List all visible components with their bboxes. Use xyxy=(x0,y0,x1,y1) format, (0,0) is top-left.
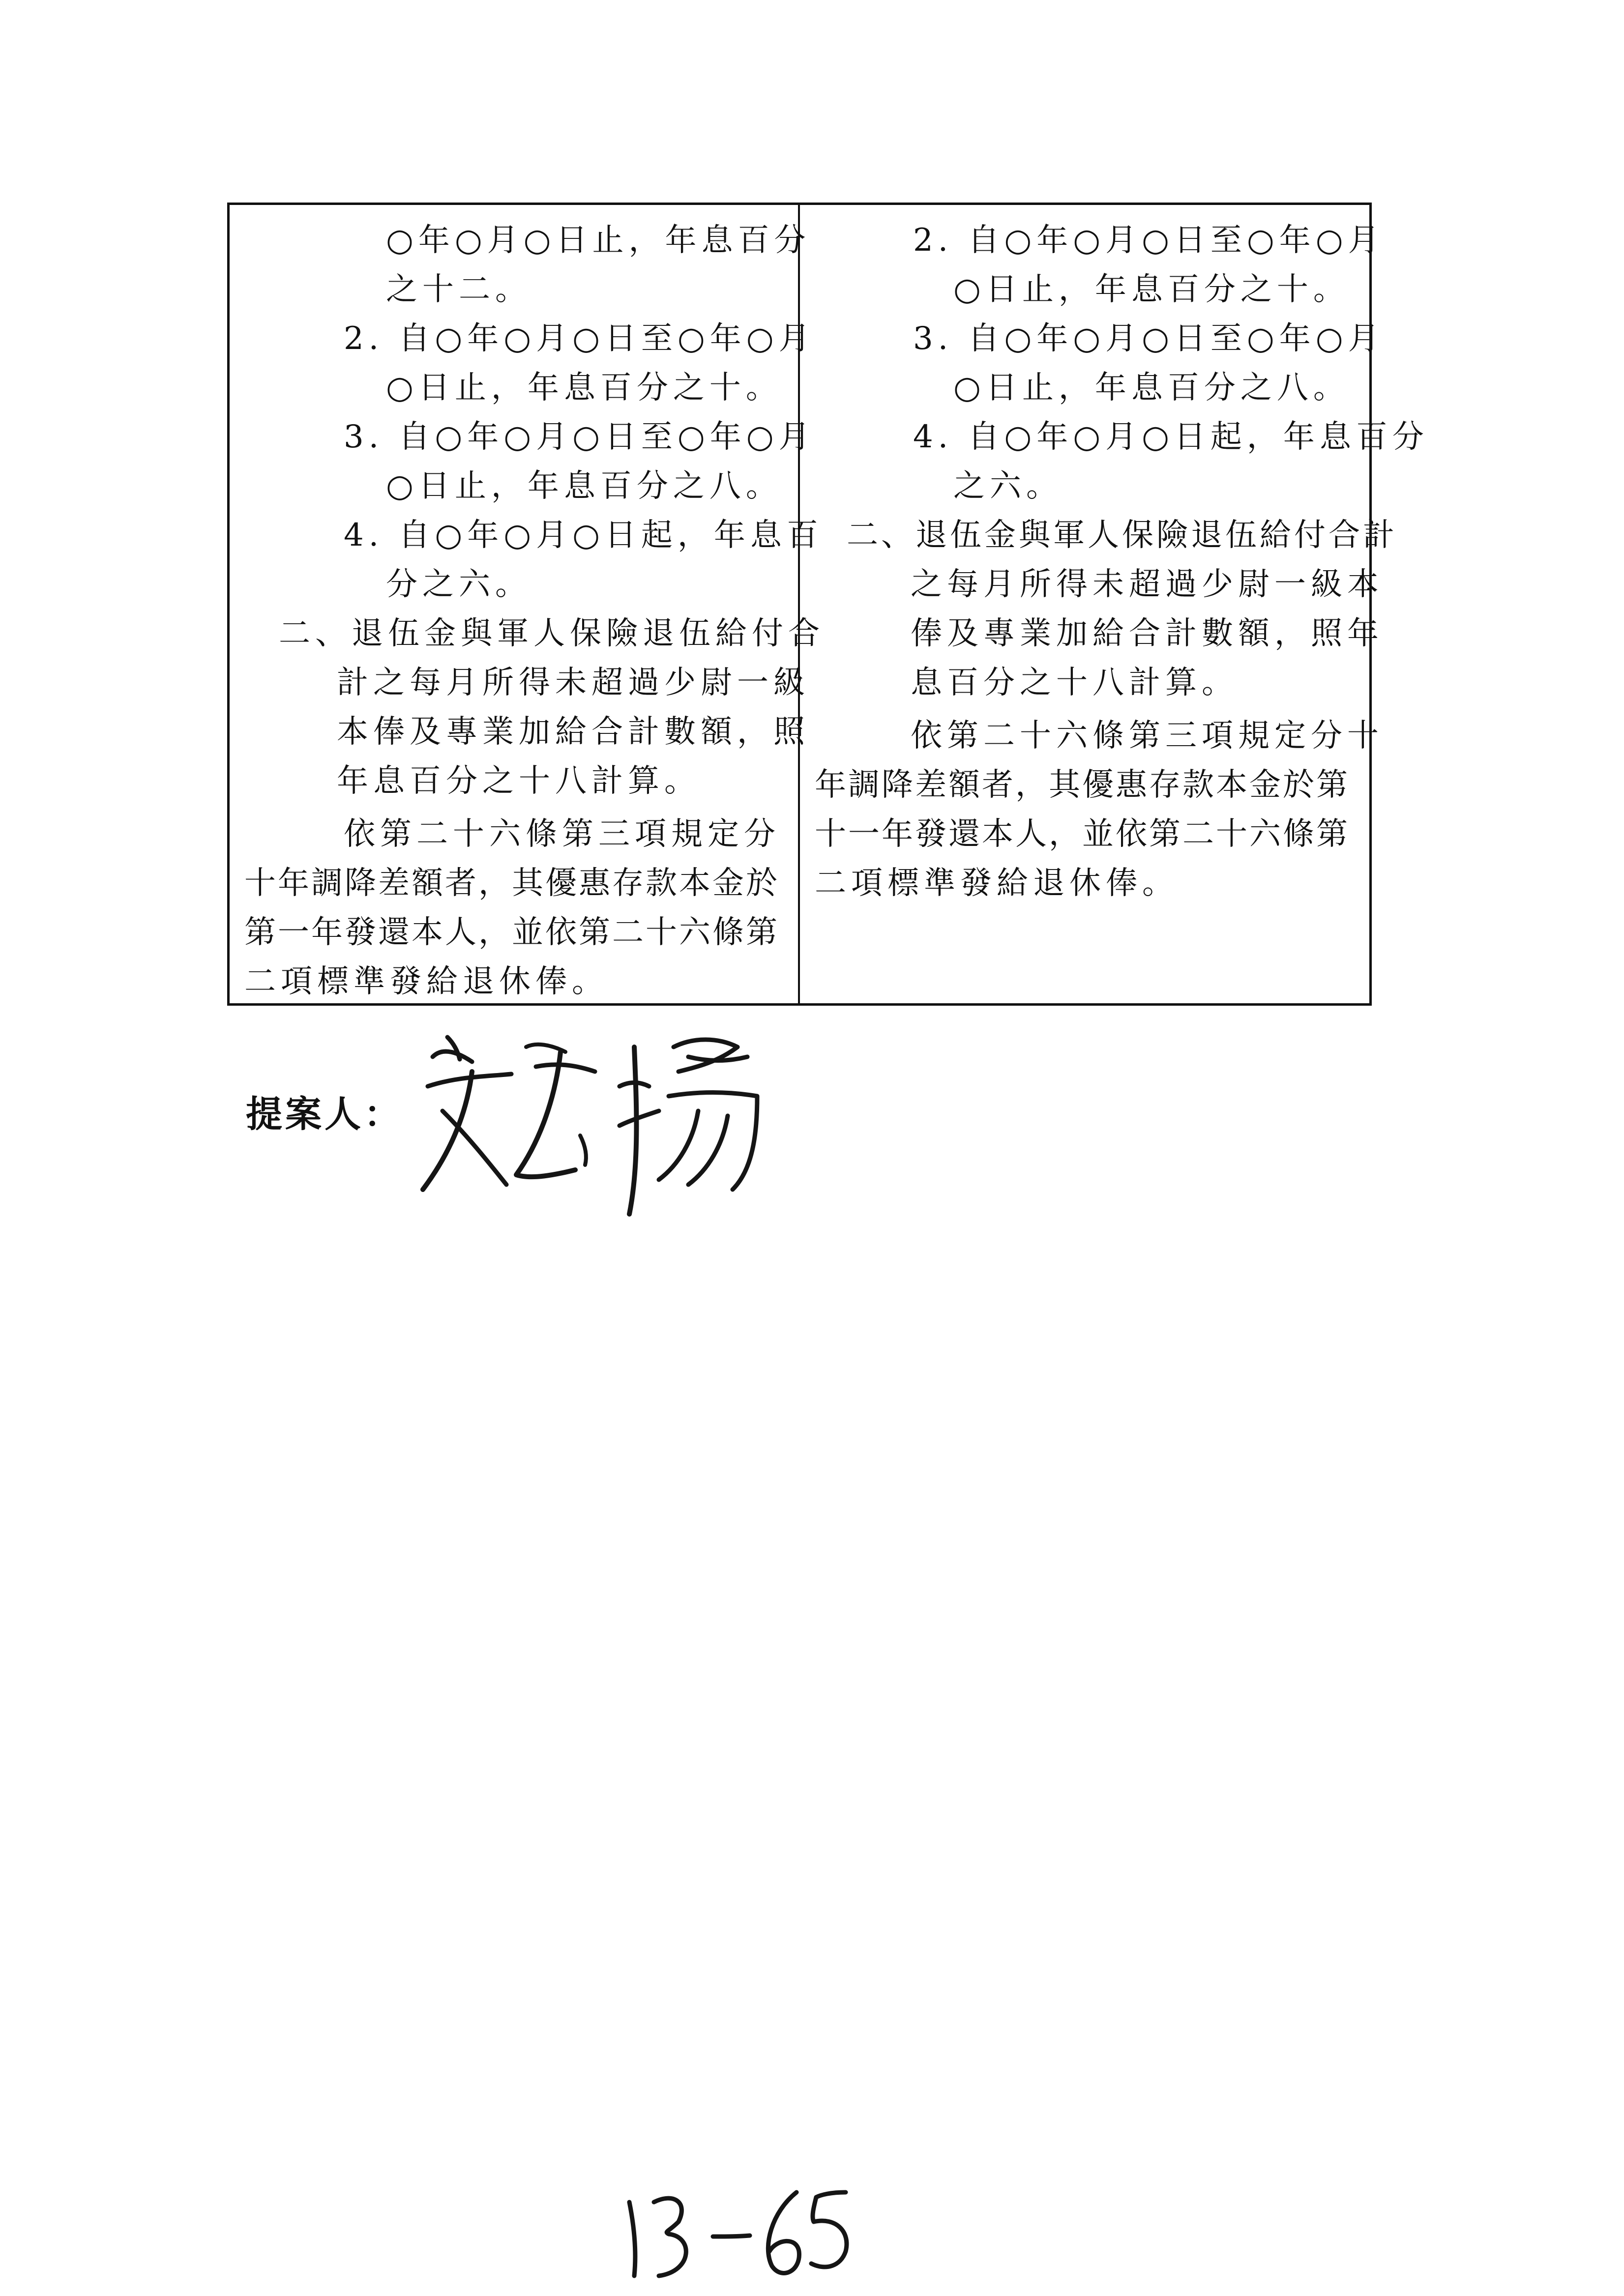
table-line: 息百分之十八計算。 xyxy=(911,665,1238,701)
table-line: 二項標準發給退休俸。 xyxy=(244,963,608,1000)
table-line: ○日止，年息百分之八。 xyxy=(386,468,782,504)
table-line: ○日止，年息百分之十。 xyxy=(953,271,1350,308)
table-line: ○日止，年息百分之八。 xyxy=(953,370,1350,406)
table-line: 3. 自○年○月○日至○年○月 xyxy=(913,320,1385,357)
table-line: 十年調降差額者，其優惠存款本金於 xyxy=(244,865,779,901)
table-line: 年調降差額者，其優惠存款本金於第 xyxy=(815,767,1350,803)
table-line: 4. 自○年○月○日起，年息百分 xyxy=(913,419,1429,455)
proposer-label: 提案人： xyxy=(246,1093,403,1135)
proposer-signature xyxy=(413,1027,787,1234)
table-line: 4. 自○年○月○日起，年息百 xyxy=(344,517,823,553)
table-column-right xyxy=(800,205,1429,1003)
table-line: 之六。 xyxy=(953,468,1063,504)
table-line: 依第二十六條第三項規定分 xyxy=(344,816,780,852)
comparison-table xyxy=(227,203,1429,1006)
table-line: 之十二。 xyxy=(386,271,531,308)
table-line: 第一年發還本人，並依第二十六條第 xyxy=(244,914,779,951)
table-line: 二項標準發給退休俸。 xyxy=(815,865,1179,901)
table-line: ○日止，年息百分之十。 xyxy=(386,370,782,406)
table-line: 俸及專業加給合計數額，照年 xyxy=(911,615,1384,652)
table-line: 2. 自○年○月○日至○年○月 xyxy=(913,222,1385,259)
table-line: 本俸及專業加給合計數額，照 xyxy=(337,714,810,750)
table-line: 2. 自○年○月○日至○年○月 xyxy=(344,320,815,357)
table-line: 年息百分之十八計算。 xyxy=(337,763,701,799)
table-line: 之每月所得未超過少尉一級本 xyxy=(911,566,1384,603)
table-line: 3. 自○年○月○日至○年○月 xyxy=(344,419,815,455)
table-line: ○年○月○日止，年息百分 xyxy=(386,222,811,259)
table-line: 二、退伍金與軍人保險退伍給付合 xyxy=(279,615,825,652)
table-line: 依第二十六條第三項規定分十 xyxy=(911,718,1384,754)
table-column-left xyxy=(230,205,825,1003)
table-line: 計之每月所得未超過少尉一級 xyxy=(337,665,810,701)
table-line: 二、退伍金與軍人保險退伍給付合計 xyxy=(847,517,1397,553)
table-line: 十一年發還本人，並依第二十六條第 xyxy=(815,816,1350,852)
handwritten-page-number xyxy=(615,2178,870,2286)
table-line: 分之六。 xyxy=(386,566,531,603)
